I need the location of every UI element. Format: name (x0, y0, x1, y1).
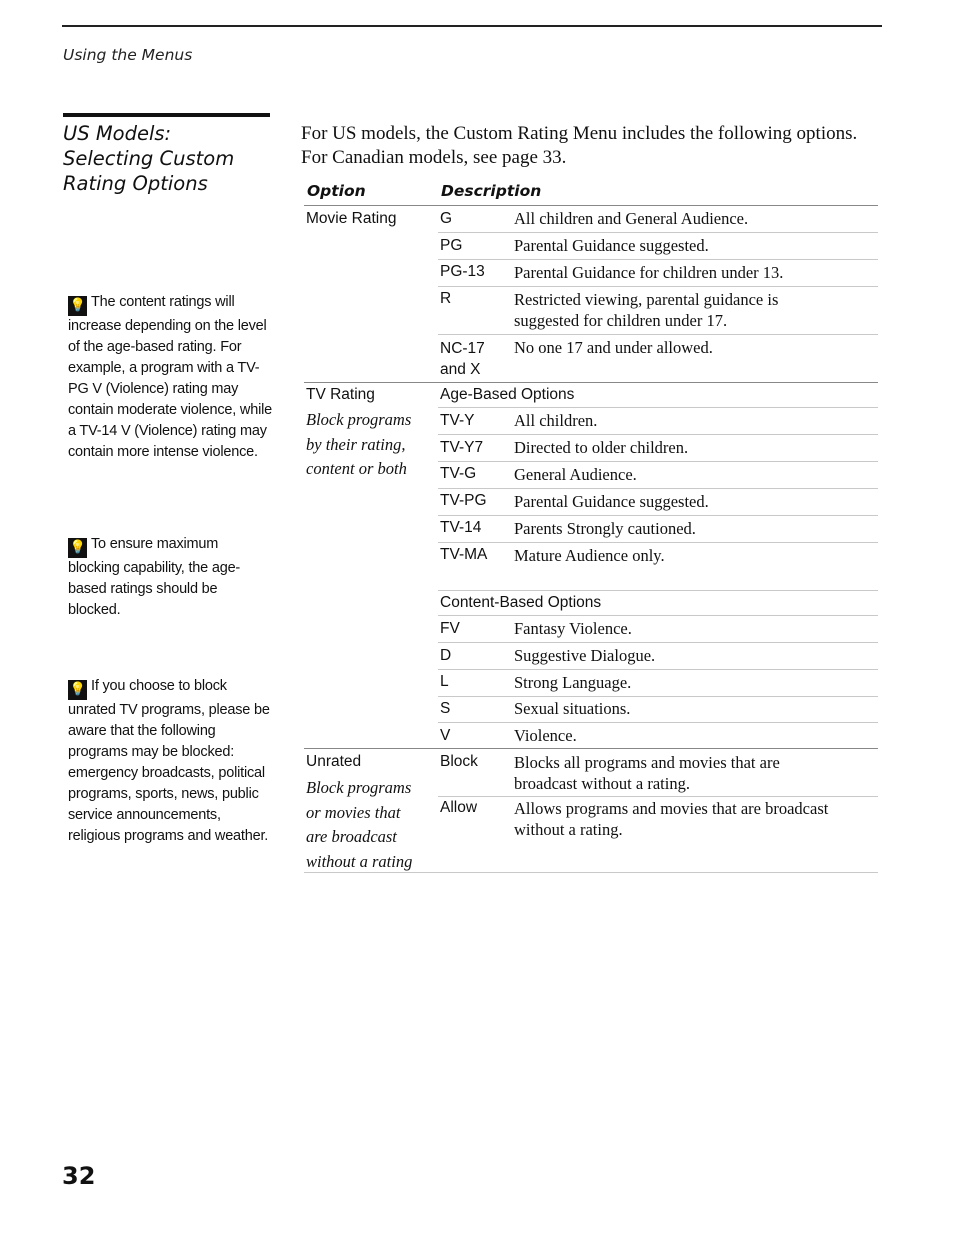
section-divider (304, 382, 878, 383)
section-title-line: US Models: (63, 122, 172, 145)
note-line: or movies that (306, 802, 401, 822)
rating-description: Parents Strongly cautioned. (514, 519, 696, 538)
note-line: without a rating (306, 851, 413, 871)
row-rule (438, 334, 878, 335)
header-rule (304, 205, 878, 206)
note-line: by their rating, (306, 434, 406, 454)
option-note (306, 776, 412, 874)
lightbulb-icon: 💡 (68, 680, 87, 700)
page-number: 32 (62, 1162, 96, 1190)
rating-description: No one 17 and under allowed. (514, 338, 713, 357)
rating-description: All children and General Audience. (514, 209, 749, 228)
rating-code: Allow (440, 799, 478, 816)
running-header: Using the Menus (63, 46, 193, 64)
rating-description: Fantasy Violence. (514, 619, 632, 638)
row-rule (438, 515, 878, 516)
subheading-content-based: Content-Based Options (440, 594, 602, 611)
rating-description: Restricted viewing, parental guidance is suggested for children under 17. (514, 290, 779, 330)
note-line: Block programs (306, 778, 412, 797)
rating-description: Parental Guidance for children under 13. (514, 263, 784, 282)
rating-code: G (440, 210, 453, 227)
rating-description: Violence. (514, 726, 577, 745)
section-title-line: Rating Options (63, 172, 208, 195)
lightbulb-icon: 💡 (68, 538, 87, 558)
rating-description: General Audience. (514, 465, 637, 484)
tip-note (68, 676, 273, 847)
section-rule (63, 113, 270, 117)
row-rule (438, 434, 878, 435)
intro-paragraph: For US models, the Custom Rating Menu includes the following options. For Canadian models, see page 33. (301, 123, 858, 168)
rating-code: FV (440, 620, 460, 637)
rating-code: L (440, 673, 449, 690)
row-rule (438, 796, 878, 797)
note-line: content or both (306, 459, 407, 478)
section-title-line: Selecting Custom (63, 147, 235, 170)
rating-code: Block (440, 753, 478, 770)
row-rule (438, 488, 878, 489)
rating-description: All children. (514, 411, 598, 430)
note-line: are broadcast (306, 827, 397, 846)
option-tv-rating: TV Rating (306, 386, 375, 403)
column-header-description: Description (441, 182, 542, 200)
row-rule (438, 696, 878, 697)
rating-description: Strong Language. (514, 673, 632, 692)
rating-code: TV-PG (440, 492, 487, 509)
subheading-age-based: Age-Based Options (440, 386, 575, 403)
lightbulb-icon: 💡 (68, 296, 87, 316)
row-rule (438, 722, 878, 723)
rating-description: Parental Guidance suggested. (514, 236, 709, 255)
row-rule (438, 407, 878, 408)
option-movie-rating: Movie Rating (306, 210, 397, 227)
tip-text: The content ratings will increase depending on the level of the age-based rating. For example, a program with a TV-PG V (Violence) rating may contain moderate violence, while a TV-14 V (Violence) rating may contain more intense violence. (68, 294, 272, 460)
tip-text: If you choose to block unrated TV programs, please be aware that the following programs may be blocked: emergency broadcasts, political programs, sports, news, public service announcements, religious programs and weather. (68, 678, 270, 844)
option-note (306, 408, 411, 482)
table-bottom-rule (304, 872, 878, 873)
tip-text: To ensure maximum blocking capability, the age-based ratings should be blocked. (68, 536, 241, 618)
row-rule (438, 615, 878, 616)
row-rule (438, 669, 878, 670)
rating-code: PG (440, 237, 463, 254)
section-title (63, 121, 273, 196)
rating-description: Allows programs and movies that are broadcast without a rating. (514, 799, 829, 839)
note-line: Block programs (306, 410, 412, 429)
row-rule (438, 461, 878, 462)
option-unrated: Unrated (306, 753, 362, 770)
row-rule (438, 642, 878, 643)
rating-description: Mature Audience only. (514, 546, 665, 565)
column-header-option: Option (307, 182, 366, 200)
rating-description: Blocks all programs and movies that are broadcast without a rating. (514, 753, 780, 793)
rating-code: TV-14 (440, 519, 482, 536)
rating-code: TV-Y (440, 412, 475, 429)
rating-description: Suggestive Dialogue. (514, 646, 656, 665)
row-rule (438, 259, 878, 260)
rating-description: Parental Guidance suggested. (514, 492, 709, 511)
rating-code: V (440, 727, 451, 744)
rating-code: D (440, 647, 452, 664)
row-rule (438, 286, 878, 287)
rating-code: PG-13 (440, 263, 485, 280)
rating-code: NC-17 and X (440, 340, 485, 378)
rating-description: Sexual situations. (514, 699, 631, 718)
top-rule (62, 25, 882, 27)
rating-description: Directed to older children. (514, 438, 689, 457)
rating-code: TV-Y7 (440, 439, 484, 456)
row-rule (438, 590, 878, 591)
section-divider (304, 748, 878, 749)
row-rule (438, 542, 878, 543)
rating-code: TV-G (440, 465, 477, 482)
tip-note (68, 534, 273, 621)
rating-code: R (440, 290, 452, 307)
rating-code: S (440, 700, 451, 717)
row-rule (438, 232, 878, 233)
tip-note (68, 292, 273, 463)
rating-code: TV-MA (440, 546, 488, 563)
